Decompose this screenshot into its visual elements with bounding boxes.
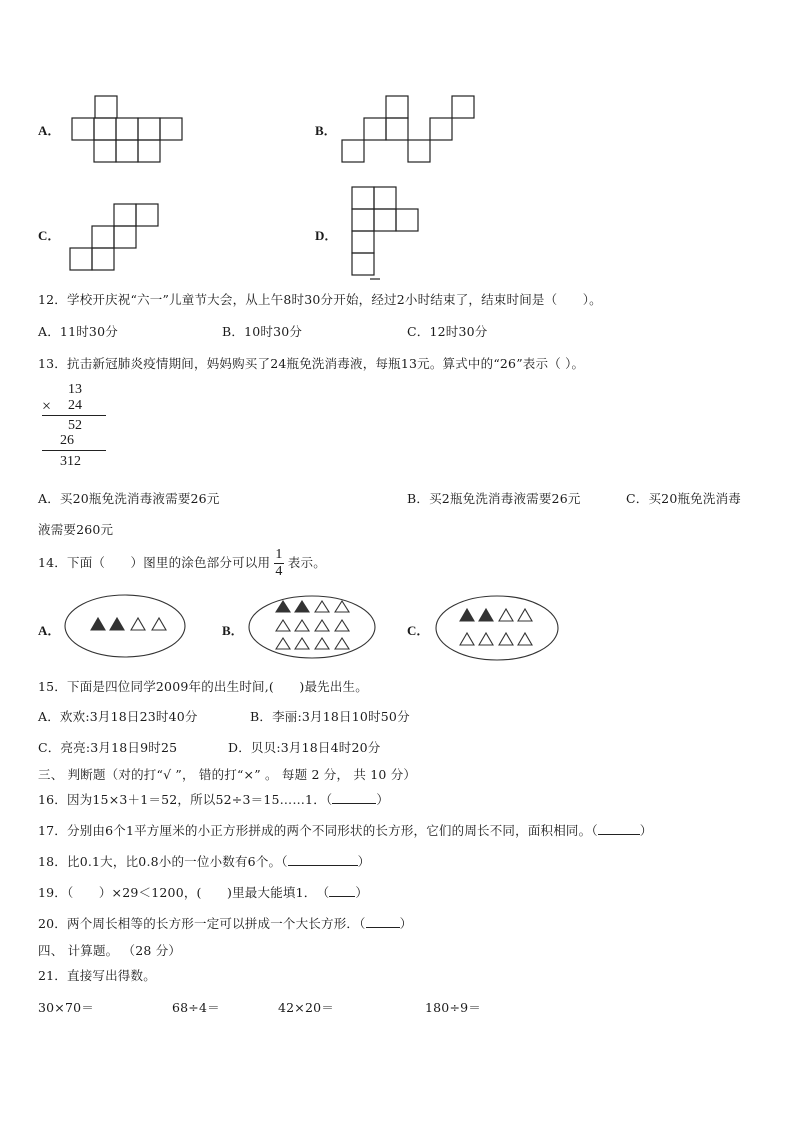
- option-c-label: C．: [38, 228, 61, 243]
- q14-option-a-label: A．: [38, 623, 61, 638]
- q16-text: 16．因为15×3＋1＝52，所以52÷3＝15……1．（: [38, 792, 333, 807]
- ellipse-c: [436, 596, 558, 660]
- question-20: [38, 914, 412, 932]
- q15-option-d: D．贝贝:3月18日4时20分: [228, 740, 381, 755]
- q15-option-b: B．李丽:3月18日10时50分: [250, 709, 410, 724]
- times-sign: ×: [42, 398, 52, 415]
- fraction-denominator: 4: [275, 564, 283, 579]
- calc-line-1: 13: [68, 382, 82, 397]
- answer-blank[interactable]: [598, 822, 640, 835]
- q17-close: ）: [639, 823, 653, 838]
- question-12: 12．学校开庆祝“六一”儿童节大会，从上午8时30分开始，经过2小时结束了，结束时间是（ ）。: [38, 292, 602, 307]
- calc-item-3: 42×20＝: [278, 1000, 334, 1015]
- question-21-title: 21．直接写出得数。: [38, 968, 156, 983]
- ellipse-a: [65, 595, 185, 657]
- q14-option-b-label: B．: [222, 623, 244, 638]
- answer-blank[interactable]: [366, 915, 400, 928]
- question-15: 15．下面是四位同学2009年的出生时间,( )最先出生。: [38, 679, 368, 694]
- question-17: [38, 821, 652, 839]
- calc-line-2: 24: [68, 398, 82, 413]
- q14-prefix: 14．下面（ ）图里的涂色部分可以用: [38, 555, 271, 570]
- q14-option-c-label: C．: [407, 623, 430, 638]
- calc-item-1: 30×70＝: [38, 1000, 94, 1015]
- ellipse-b: [249, 596, 375, 658]
- calc-result: 312: [60, 454, 81, 469]
- q13-option-b: B．买2瓶免洗消毒液需要26元: [407, 491, 581, 506]
- question-19: [38, 883, 368, 901]
- section-3-heading: 三、 判断题（对的打“√ ”， 错的打“×” 。 每题 2 分， 共 10 分）: [38, 767, 417, 782]
- q19-text: 19．（ ）×29＜1200，( )里最大能填1． （: [38, 885, 330, 900]
- option-d-label: D．: [315, 228, 338, 243]
- q19-close: ）: [355, 885, 369, 900]
- fraction-numerator: 1: [275, 547, 283, 562]
- answer-blank[interactable]: [288, 853, 358, 866]
- q14-suffix: 表示。: [287, 555, 326, 570]
- answer-blank[interactable]: [329, 884, 355, 897]
- q18-close: ）: [357, 854, 371, 869]
- calc-item-2: 68÷4＝: [172, 1000, 220, 1015]
- q12-option-a: A．11时30分: [38, 324, 118, 339]
- question-16: [38, 790, 389, 808]
- q18-text: 18．比0.1大，比0.8小的一位小数有6个。（: [38, 854, 288, 869]
- option-b-label: B．: [315, 123, 337, 138]
- q20-close: ）: [399, 916, 413, 931]
- q16-close: ）: [376, 792, 390, 807]
- q15-option-c: C．亮亮:3月18日9时25: [38, 740, 178, 755]
- question-18: [38, 852, 370, 870]
- answer-blank[interactable]: [332, 791, 376, 804]
- q13-option-c: C．买20瓶免洗消毒: [626, 491, 741, 506]
- q12-option-b: B．10时30分: [222, 324, 303, 339]
- calc-line-3: 52: [68, 418, 82, 433]
- q12-option-c: C．12时30分: [407, 324, 488, 339]
- option-a-label: A．: [38, 123, 61, 138]
- q20-text: 20．两个周长相等的长方形一定可以拼成一个大长方形．（: [38, 916, 366, 931]
- q15-option-a: A．欢欢:3月18日23时40分: [38, 709, 198, 724]
- q13-option-a: A．买20瓶免洗消毒液需要26元: [38, 491, 220, 506]
- q17-text: 17．分别由6个1平方厘米的小正方形拼成的两个不同形状的长方形，它们的周长不同，面积相同。（: [38, 823, 598, 838]
- question-13: 13．抗击新冠肺炎疫情期间，妈妈购买了24瓶免洗消毒液，每瓶13元。算式中的“26”表示（ ）。: [38, 356, 585, 371]
- section-4-heading: 四、 计算题。 （28 分）: [38, 943, 182, 958]
- calc-line-4: 26: [60, 433, 74, 448]
- calc-item-4: 180÷9＝: [425, 1000, 481, 1015]
- q13-option-c-cont: 液需要260元: [38, 522, 114, 537]
